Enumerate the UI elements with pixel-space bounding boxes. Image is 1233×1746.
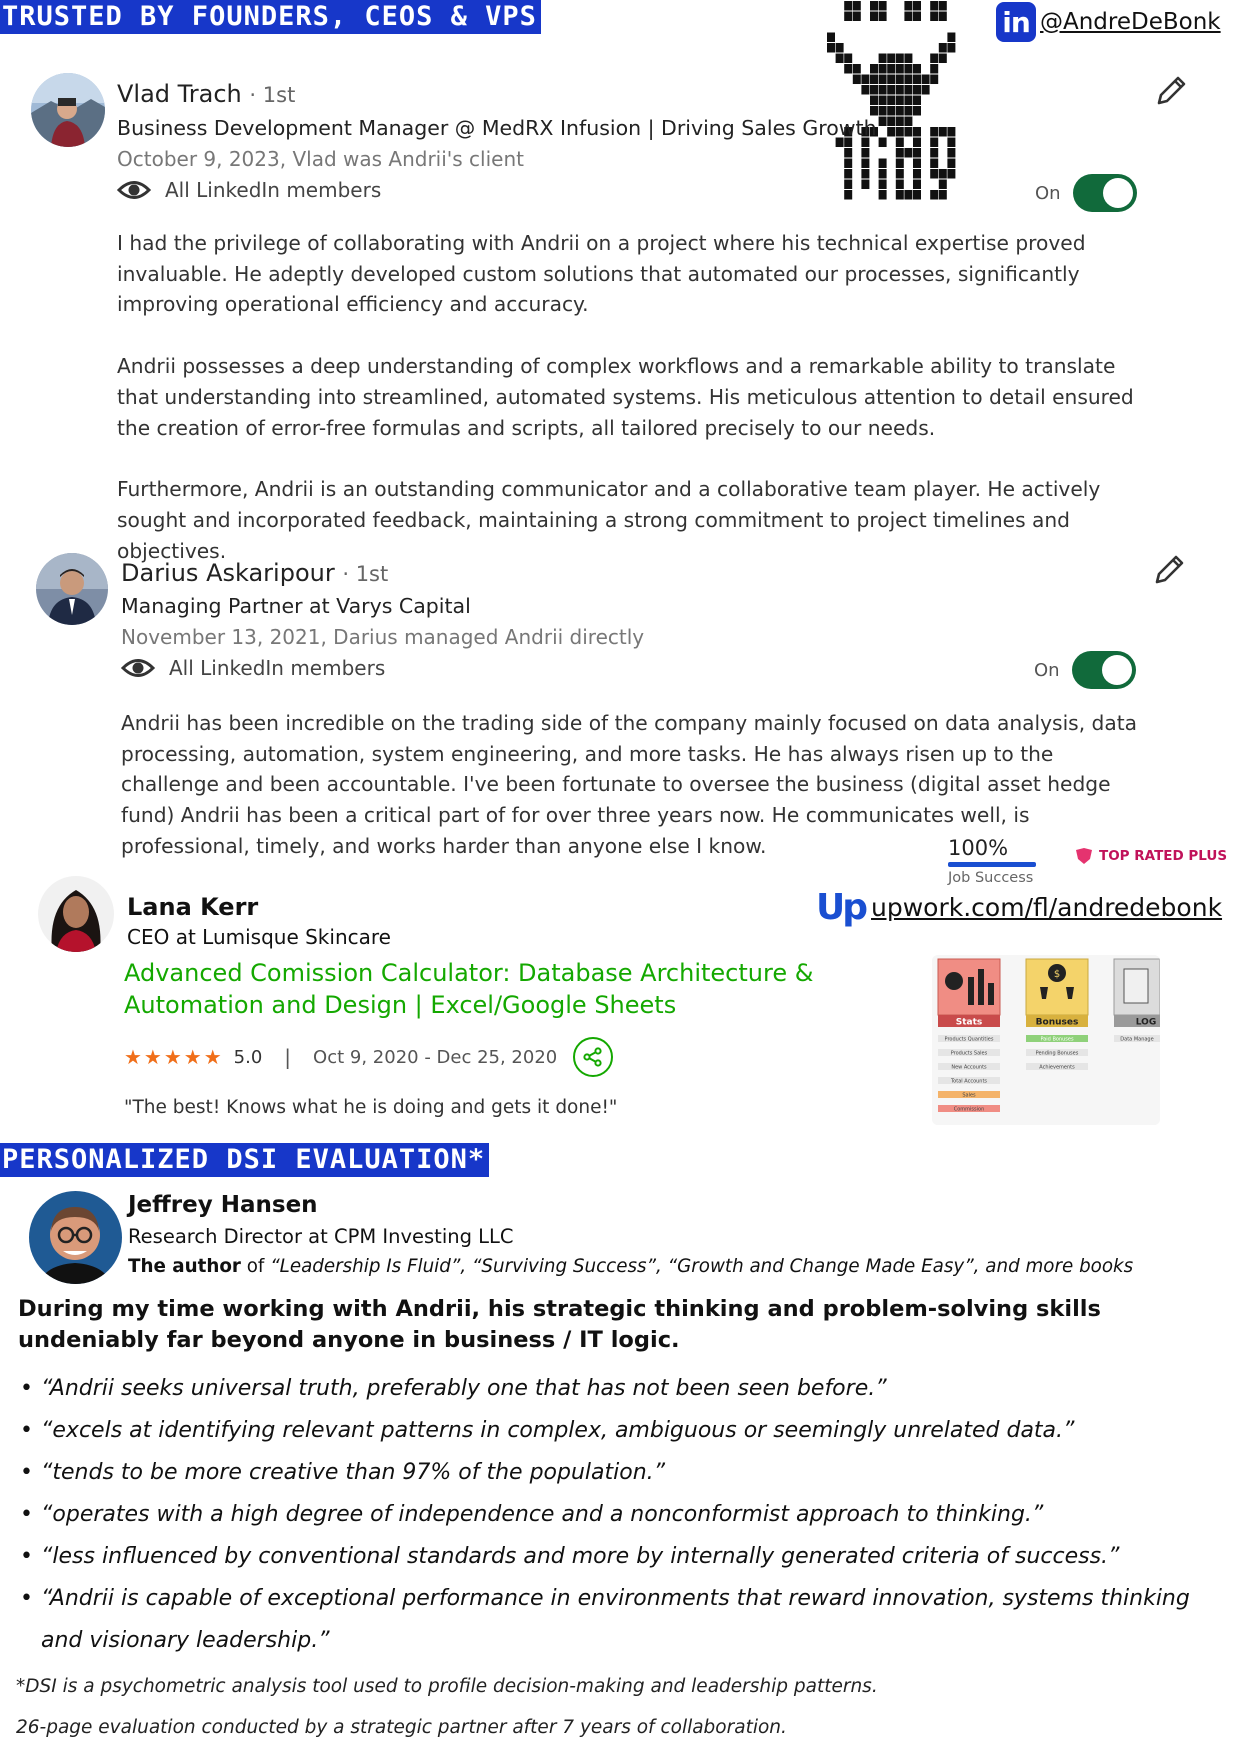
upwork-profile-link[interactable] — [816, 887, 1222, 928]
top-rated-badge — [1075, 848, 1227, 864]
pencil-icon[interactable] — [1154, 74, 1188, 108]
job-success-widget — [948, 836, 1036, 886]
thumb-card-label: Bonuses — [1035, 1017, 1079, 1028]
thumb-row-label: Total Accounts — [950, 1078, 988, 1085]
recommendation-date: October 9, 2023, Vlad was Andrii's client — [117, 147, 524, 171]
thumb-row-label: Achievements — [1039, 1064, 1075, 1071]
toggle-label: On — [1035, 182, 1061, 204]
visibility-label: All LinkedIn members — [165, 178, 382, 202]
star-rating-icons: ★★★★★ — [124, 1045, 224, 1069]
visibility-toggle[interactable] — [1034, 651, 1136, 689]
evaluation-quotes-list — [18, 1368, 1218, 1662]
top-rated-shield-icon — [1075, 848, 1093, 864]
linkedin-handle-link[interactable]: @AndreDeBonk — [1040, 9, 1221, 35]
recommendation-paragraph: Andrii has been incredible on the trading side of the company mainly focused on data analysis, data processing, automation, system engineering, and more tasks. He has always risen up to the challenge and been accountable. I've been fortunate to oversee the business (digital asset hedge fund) Andrii has been a critical part of for over three years now. He communicates well, is professional, timely, and works harder than anyone else I know. — [121, 711, 1138, 858]
review-quote: "The best! Knows what he is doing and gets it done!" — [124, 1097, 618, 1118]
thumb-row-label: New Accounts — [951, 1064, 987, 1071]
eye-icon — [117, 179, 151, 201]
visibility-setting[interactable] — [117, 178, 381, 202]
thumb-row-label: Pending Bonuses — [1035, 1050, 1079, 1057]
recommender-headline: Business Development Manager @ MedRX Infusion | Driving Sales Growth — [117, 116, 877, 140]
svg-text:$: $ — [1053, 969, 1061, 980]
thumb-row-label: Data Manage — [1120, 1036, 1154, 1043]
dsi-banner: PERSONALIZED DSI EVALUATION* — [0, 1143, 489, 1177]
list-item: • “less influenced by conventional standards and more by internally generated criteria of success.” — [18, 1536, 1218, 1578]
trusted-banner: TRUSTED BY FOUNDERS, CEOS & VPS — [0, 0, 541, 34]
toggle-switch[interactable] — [1073, 174, 1137, 212]
eye-icon — [121, 657, 155, 679]
book-titles: “Leadership Is Fluid”, “Surviving Success”, “Growth and Change Made Easy”, and more books — [270, 1256, 1134, 1277]
connection-degree: · 1st — [249, 83, 296, 107]
job-success-value: 100% — [948, 836, 1009, 860]
pencil-icon[interactable] — [1152, 553, 1186, 587]
visibility-toggle[interactable] — [1035, 174, 1137, 212]
list-item: • “excels at identifying relevant patterns in complex, ambiguous or seemingly unrelated data.” — [18, 1410, 1218, 1452]
evaluator-books — [128, 1256, 1133, 1277]
recommendation-date: November 13, 2021, Darius managed Andrii directly — [121, 625, 645, 649]
rating-separator: | — [284, 1045, 292, 1069]
avatar — [29, 1191, 122, 1284]
top-rated-label: TOP RATED PLUS — [1099, 848, 1228, 864]
recommendation-paragraph: I had the privilege of collaborating with Andrii on a project where his technical expertise proved invaluable. He adeptly developed custom solutions that automated our processes, significantly improving operational efficiency and accuracy. — [117, 231, 1086, 317]
pixel-logo-icon — [825, 0, 975, 215]
recommender-headline: Managing Partner at Varys Capital — [121, 594, 471, 618]
project-title-link[interactable]: Advanced Comission Calculator: Database Architecture & Automation and Design | Excel/Google Sheets — [124, 959, 814, 1019]
job-success-bar — [948, 862, 1036, 867]
review-rating-row — [124, 1037, 613, 1077]
recommender-name-text[interactable]: Darius Askaripour — [121, 559, 335, 587]
thumb-row-label: Products Sales — [950, 1050, 988, 1057]
dashboard-preview-image — [932, 955, 1160, 1125]
reviewer-role: CEO at Lumisque Skincare — [127, 925, 391, 949]
list-item: • “Andrii seeks universal truth, preferably one that has not been seen before.” — [18, 1368, 1218, 1410]
connection-degree: · 1st — [342, 562, 389, 586]
linkedin-handle[interactable] — [996, 2, 1221, 42]
evaluation-footnote: 26-page evaluation conducted by a strategic partner after 7 years of collaboration. — [16, 1717, 787, 1738]
thumb-row-label: Products Quantities — [944, 1036, 994, 1043]
recommender-name-text[interactable]: Vlad Trach — [117, 80, 242, 108]
linkedin-icon: in — [996, 2, 1036, 42]
recommendation-paragraph: Andrii possesses a deep understanding of complex workflows and a remarkable ability to translate that understanding into streamlined, automated systems. His meticulous attention to detail ensured the creation of error-free formulas and scripts, all tailored precisely to our needs. — [117, 354, 1134, 440]
project-thumbnail[interactable] — [932, 955, 1160, 1125]
upwork-url[interactable]: upwork.com/fl/andredebonk — [871, 893, 1223, 922]
avatar[interactable] — [31, 73, 105, 147]
job-success-label: Job Success — [948, 870, 1034, 886]
toggle-label: On — [1034, 659, 1060, 681]
share-icon — [583, 1047, 603, 1067]
recommendation-text — [117, 228, 1137, 566]
author-prefix: The author — [128, 1256, 241, 1277]
thumb-row-label: Sales — [962, 1092, 976, 1099]
reviewer-name: Lana Kerr — [127, 893, 259, 921]
upwork-icon: Up — [816, 887, 866, 928]
rating-value: 5.0 — [233, 1046, 263, 1068]
dsi-footnote: *DSI is a psychometric analysis tool used to profile decision-making and leadership patterns. — [16, 1676, 878, 1697]
evaluator-name: Jeffrey Hansen — [128, 1192, 318, 1218]
author-of: of — [240, 1256, 271, 1277]
evaluator-role: Research Director at CPM Investing LLC — [128, 1225, 514, 1248]
thumb-card-label: Stats — [955, 1017, 983, 1028]
visibility-setting[interactable] — [121, 656, 385, 680]
list-item: • “Andrii is capable of exceptional performance in environments that reward innovation, systems thinking and visionary leadership.” — [18, 1578, 1218, 1662]
evaluation-headline: During my time working with Andrii, his strategic thinking and problem-solving skills undeniably far beyond anyone in business / IT logic. — [18, 1296, 1101, 1353]
share-button[interactable] — [573, 1037, 613, 1077]
contract-dates: Oct 9, 2020 - Dec 25, 2020 — [313, 1046, 558, 1068]
avatar[interactable] — [38, 876, 114, 952]
toggle-switch[interactable] — [1072, 651, 1136, 689]
recommendation-paragraph: Furthermore, Andrii is an outstanding communicator and a collaborative team player. He actively sought and incorporated feedback, maintaining a strong commitment to project timelines and objectives. — [117, 477, 1101, 563]
recommender-name[interactable] — [121, 559, 388, 587]
thumb-row-label: Commission — [953, 1106, 985, 1113]
visibility-label: All LinkedIn members — [169, 656, 386, 680]
list-item: • “tends to be more creative than 97% of the population.” — [18, 1452, 1218, 1494]
recommender-name[interactable] — [117, 80, 295, 108]
list-item: • “operates with a high degree of independence and a nonconformist approach to thinking.” — [18, 1494, 1218, 1536]
thumb-row-label: Paid Bonuses — [1040, 1036, 1074, 1043]
avatar[interactable] — [36, 553, 108, 625]
thumb-card-label: LOG — [1135, 1017, 1157, 1028]
